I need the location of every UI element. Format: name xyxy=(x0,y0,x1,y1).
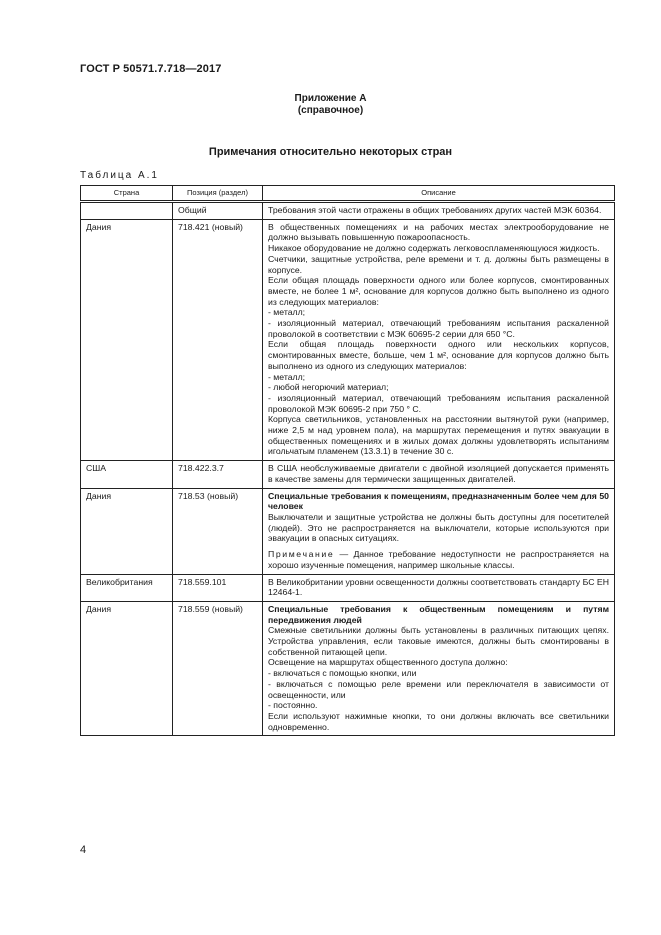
description-line: - изоляционный материал, отвечающий требованиям испытания раскаленной проволокой МЭК 60695-2 при 750 ° С. xyxy=(268,392,609,414)
description-subheading: Специальные требования к общественным помещениям и путям передвижения людей xyxy=(268,603,609,625)
document-code: ГОСТ Р 50571.7.718—2017 xyxy=(80,63,222,75)
cell-country xyxy=(81,202,173,220)
cell-description xyxy=(263,219,615,460)
table-row xyxy=(81,202,615,220)
table-row xyxy=(81,488,615,574)
description-line: Если используют нажимные кнопки, то они должны включать все светильники одновременно. xyxy=(268,710,609,732)
country-notes-table xyxy=(80,185,615,736)
note-label: Примечание xyxy=(268,549,335,560)
table-body xyxy=(81,202,615,736)
page-number: 4 xyxy=(80,844,87,856)
description-line: Смежные светильники должны быть установлены в различных питающих цепях. Устройства управления, если таковые имеются, должны быть смонтированы в собственной питающей цепи. xyxy=(268,625,609,657)
table-row xyxy=(81,574,615,601)
cell-description xyxy=(263,488,615,574)
description-line: Корпуса светильников, установленных на расстоянии вытянутой руки (например, ниже 2,5 м над уровнем пола), на маршрутах перемещения и путях эвакуации в общественных помещениях и в жилых домах должны удовлетворять испытаниям игольчатым пламенем (13.3.1) в течение 30 с. xyxy=(268,414,609,457)
cell-position: 718.53 (новый) xyxy=(173,488,263,574)
annex-heading: Примечания относительно некоторых стран xyxy=(208,146,453,158)
note-text: — Данное требование недоступности не распространяется на хорошо изученные помещения, например школьные классы. xyxy=(268,549,609,570)
description-line: Счетчики, защитные устройства, реле времени и т. д. должны быть размещены в корпусе. xyxy=(268,253,609,275)
description-line: В США необслуживаемые двигатели с двойной изоляцией допускается применять в качестве замены для термически защищенных двигателей. xyxy=(268,463,609,484)
annex-subtitle: (справочное) xyxy=(297,105,364,116)
cell-description xyxy=(263,601,615,735)
description-line: - металл; xyxy=(268,371,306,382)
description-line: - любой негорючий материал; xyxy=(268,382,389,393)
cell-position: 718.559.101 xyxy=(173,574,263,601)
description-line: В Великобритании уровни освещенности должны соответствовать стандарту БС ЕН 12464-1. xyxy=(268,576,609,598)
cell-country: Великобритания xyxy=(81,574,173,601)
description-line: В общественных помещениях и на рабочих местах электрооборудование не должно вызывать повышенную пожароопасность. xyxy=(268,221,609,243)
cell-position: 718.422.3.7 xyxy=(173,461,263,488)
description-line: Никакое оборудование не должно содержать легковоспламеняющуюся жидкость. xyxy=(268,243,600,254)
table-row xyxy=(81,461,615,488)
header-description: Описание xyxy=(263,186,615,202)
description-line: Если общая площадь поверхности одного или более корпусов, смонтированных вместе, не более 1 м², основание для корпусов должно быть выполнено из одного из следующих материалов: xyxy=(268,275,609,307)
cell-description xyxy=(263,202,615,220)
description-line: - постоянно. xyxy=(268,700,318,711)
cell-position: 718.559 (новый) xyxy=(173,601,263,735)
table-row xyxy=(81,601,615,735)
description-subheading: Специальные требования к помещениям, предназначенным более чем для 50 человек xyxy=(268,490,609,512)
cell-position: Общий xyxy=(173,202,263,220)
annex-title-block xyxy=(0,93,661,117)
description-line: Выключатели и защитные устройства не должны быть доступны для посетителей (людей). Это не распространяется на выключатели, которые используются при эвакуации в опасных ситуациях. xyxy=(268,511,609,544)
description-line xyxy=(268,549,609,570)
description-line: - металл; xyxy=(268,307,306,318)
description-line: Требования этой части отражены в общих требованиях других частей МЭК 60364. xyxy=(268,205,602,215)
cell-description xyxy=(263,461,615,488)
cell-country: Дания xyxy=(81,219,173,460)
cell-country: Дания xyxy=(81,601,173,735)
cell-position: 718.421 (новый) xyxy=(173,219,263,460)
description-line: Освещение на маршрутах общественного доступа должно: xyxy=(268,657,508,668)
annex-title: Приложение А xyxy=(294,93,367,104)
description-line: - изоляционный материал, отвечающий требованиям испытания раскаленной проволокой в соответствии с МЭК 60695-2 серии для 650 °C. xyxy=(268,318,609,339)
table-header-row xyxy=(81,186,615,202)
header-position: Позиция (раздел) xyxy=(173,186,263,202)
description-line: - включаться с помощью реле времени или переключателя в зависимости от освещенности, или xyxy=(268,678,609,700)
table-caption: Таблица А.1 xyxy=(80,170,159,181)
description-line: Если общая площадь поверхности одного или нескольких корпусов, смонтированных вместе, больше, чем 1 м², основание для корпусов должно быть выполнено из одного из следующих материалов: xyxy=(268,339,609,371)
cell-country: Дания xyxy=(81,488,173,574)
cell-country: США xyxy=(81,461,173,488)
header-country: Страна xyxy=(81,186,173,202)
description-line: - включаться с помощью кнопки, или xyxy=(268,668,417,679)
cell-description xyxy=(263,574,615,601)
table-row xyxy=(81,219,615,460)
